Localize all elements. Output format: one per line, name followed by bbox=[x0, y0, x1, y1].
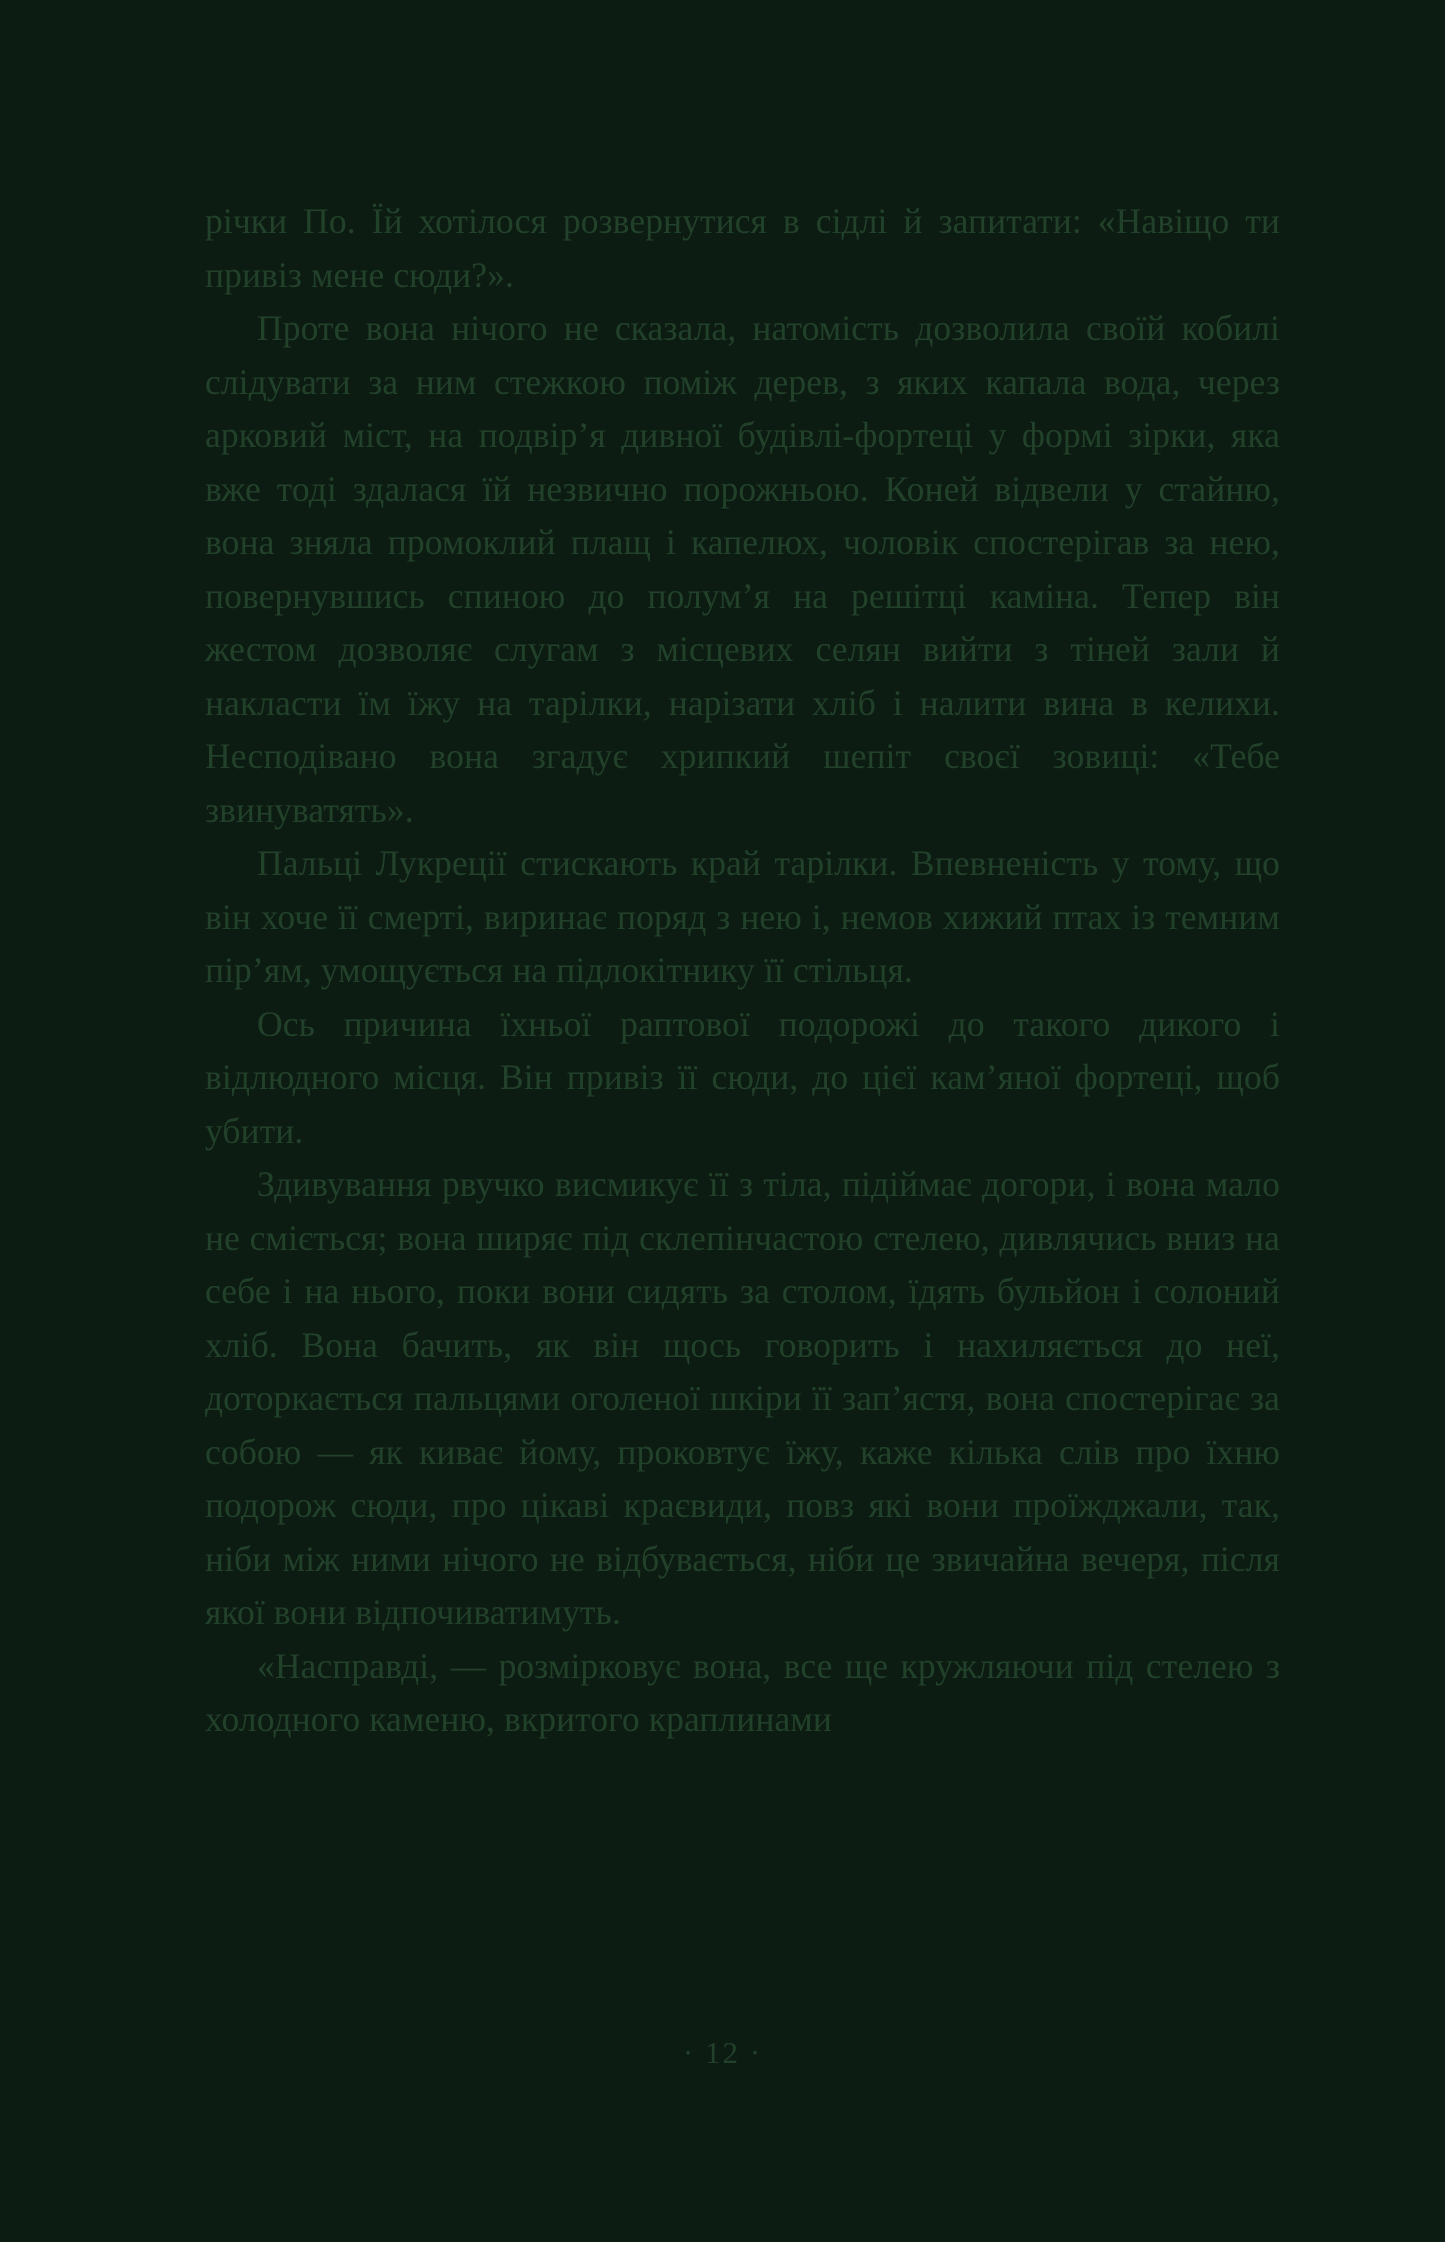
paragraph: «Насправді, — розмірковує вона, все ще кружляючи під стелею з холодного каменю, вкритого краплинами bbox=[205, 1645, 1280, 1739]
paragraph: Пальці Лукреції стискають край тарілки. Впевненість у тому, що він хоче її смерті, виринає поряд з нею і, немов хижий птах із темним пір’ям, умощується на підлокітнику її стільця. bbox=[205, 843, 1280, 990]
paragraph: Проте вона нічого не сказала, натомість дозволила своїй кобилі слідувати за ним стежкою поміж дерев, з яких капала вода, через арковий міст, на подвір’я дивної будівлі-фортеці у формі зірки, яка вже тоді здалася їй незвично порожньою. Коней відвели у стайню, вона зняла промоклий плащ і капелюх, чоловік спостерігав за нею, повернувшись спиною до полум’я на решітці каміна. Тепер він жестом дозволяє слугам з місцевих селян вийти з тіней зали й накласти їм їжу на тарілки, нарізати хліб і налити вина в келихи. Несподівано вона згадує хрипкий шепіт своєї зовиці: «Тебе звинуватять». bbox=[205, 308, 1280, 830]
paragraph: Ось причина їхньої раптової подорожі до такого дикого і відлюдного місця. Він привіз її сюди, до цієї кам’яної фортеці, щоб убити. bbox=[205, 1003, 1280, 1151]
paragraph: Здивування рвучко висмикує її з тіла, підіймає догори, і вона мало не сміється; вона ширяє під склепінчастою стелею, дивлячись вниз на себе і на нього, поки вони сидять за столом, їдять бульйон і солоний хліб. Вона бачить, як він щось говорить і нахиляється до неї, доторкається пальцями оголеної шкіри її зап’ястя, вона спостерігає за собою — як киває йому, проковтує їжу, каже кілька слів про їхню подорож сюди, про цікаві краєвиди, повз які вони проїжджали, так, ніби між ними нічого не відбувається, ніби це звичайна вечеря, після якої вони відпочиватимуть. bbox=[205, 1164, 1280, 1632]
page-text-block bbox=[205, 195, 1280, 1747]
body-text bbox=[205, 195, 1280, 1747]
paragraph: річки По. Їй хотілося розвернутися в сідлі й запитати: «Навіщо ти привіз мене сюди?». bbox=[205, 201, 1280, 295]
page-number: · 12 · bbox=[682, 2035, 763, 2070]
